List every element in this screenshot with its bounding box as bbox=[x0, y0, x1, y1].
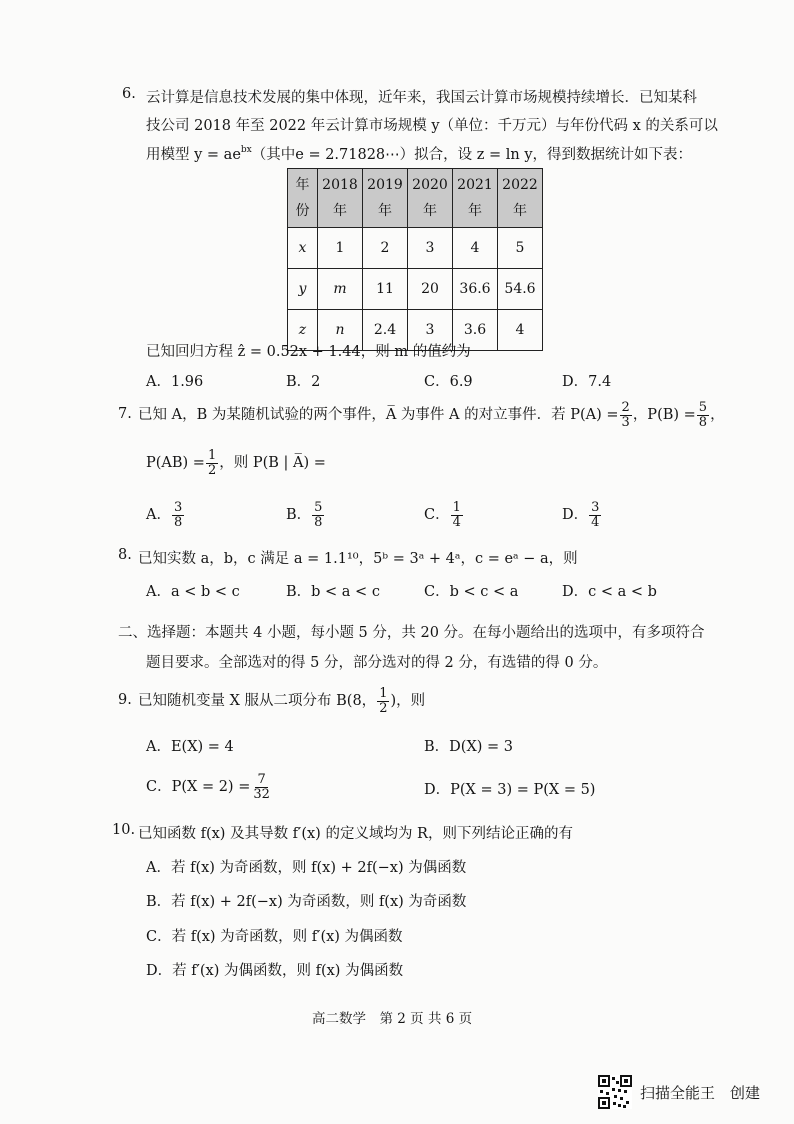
table-cell: n bbox=[318, 310, 363, 351]
table-header-cell: 2021年 bbox=[453, 169, 498, 228]
qr-code-icon bbox=[598, 1075, 632, 1109]
table-cell: x bbox=[288, 228, 318, 269]
data-table bbox=[287, 168, 543, 351]
question-text: 已知函数 f(x) 及其导数 f′(x) 的定义域均为 R，则下列结论正确的有 bbox=[138, 826, 573, 842]
option-a: A． $\frac{3}{8}$ bbox=[146, 499, 183, 530]
question-text: 云计算是信息技术发展的集中体现，近年来，我国云计算市场规模持续增长．已知某科 bbox=[146, 90, 697, 106]
table-cell: 2.4 bbox=[363, 310, 408, 351]
table-cell: m bbox=[318, 269, 363, 310]
table-row bbox=[288, 269, 543, 310]
fraction: $\frac{2}{3}$ bbox=[621, 399, 630, 430]
table-cell: 3 bbox=[408, 310, 453, 351]
table-cell: 20 bbox=[408, 269, 453, 310]
fraction: $\frac{1}{2}$ bbox=[379, 685, 388, 716]
question-text: 技公司 2018 年至 2022 年云计算市场规模 y（单位：千万元）与年份代码 x 的关系可以 bbox=[146, 118, 718, 134]
fraction: $\frac{1}{2}$ bbox=[207, 447, 217, 478]
table-cell: y bbox=[288, 269, 318, 310]
table-cell: z bbox=[288, 310, 318, 351]
table-cell: 2 bbox=[363, 228, 408, 269]
question-number: 7. bbox=[118, 406, 132, 422]
question-number: 9. bbox=[118, 692, 132, 708]
table-row bbox=[288, 228, 543, 269]
fraction: $\frac{7}{32}$ bbox=[253, 771, 270, 802]
option-c: C．b < c < a bbox=[424, 584, 519, 600]
option-b: B．b < a < c bbox=[286, 584, 380, 600]
question-number: 10. bbox=[112, 822, 136, 838]
table-header-cell: 年份 bbox=[288, 169, 318, 228]
table-cell: 3 bbox=[408, 228, 453, 269]
option-b: B． $\frac{5}{8}$ bbox=[286, 499, 323, 530]
scanner-watermark: 扫描全能王 创建 bbox=[640, 1084, 761, 1102]
option-c: C． $\frac{1}{4}$ bbox=[424, 499, 461, 530]
option-a: A．1.96 bbox=[146, 374, 204, 390]
table-header-row bbox=[288, 169, 543, 228]
table-cell: 36.6 bbox=[453, 269, 498, 310]
option-d: D．P(X = 3) = P(X = 5) bbox=[424, 782, 596, 798]
option-b: B．若 f(x) + 2f(−x) 为奇函数，则 f(x) 为奇函数 bbox=[146, 894, 467, 910]
table-cell: 4 bbox=[498, 310, 543, 351]
option-a: A．E(X) = 4 bbox=[146, 739, 234, 755]
table-header-cell: 2018年 bbox=[318, 169, 363, 228]
question-text: 已知 A，B 为某随机试验的两个事件，A̅ 为事件 A 的对立事件．若 P(A) = $\frac{2}{3}$ ，P(B) = $\frac{5}{8}$ ， bbox=[138, 399, 725, 430]
option-a: A．若 f(x) 为奇函数，则 f(x) + 2f(−x) 为偶函数 bbox=[146, 860, 467, 876]
table-header-cell: 2020年 bbox=[408, 169, 453, 228]
table-cell: 4 bbox=[453, 228, 498, 269]
question-text: 已知实数 a，b，c 满足 a = 1.1¹⁰，5ᵇ = 3ᵃ + 4ᵃ，c = eᵃ − a，则 bbox=[138, 551, 578, 567]
option-d: D．若 f′(x) 为偶函数，则 f(x) 为偶函数 bbox=[146, 963, 404, 979]
question-text: 已知随机变量 X 服从二项分布 B(8， $\frac{1}{2}$ )，则 bbox=[138, 685, 426, 716]
option-d: D．c < a < b bbox=[562, 584, 657, 600]
page-footer: 高二数学 第 2 页 共 6 页 bbox=[312, 1011, 473, 1027]
table-cell: 1 bbox=[318, 228, 363, 269]
table-header-cell: 2019年 bbox=[363, 169, 408, 228]
section-text: 题目要求。全部选对的得 5 分，部分选对的得 2 分，有选错的得 0 分。 bbox=[146, 655, 608, 671]
question-text: P(AB) = $\frac{1}{2}$ ，则 P(B | A̅) = bbox=[146, 447, 326, 478]
table-cell: 54.6 bbox=[498, 269, 543, 310]
option-c: C．P(X = 2) = $\frac{7}{32}$ bbox=[146, 771, 270, 802]
table-cell: 11 bbox=[363, 269, 408, 310]
option-c: C．6.9 bbox=[424, 374, 473, 390]
question-number: 8. bbox=[118, 547, 132, 563]
option-b: B．2 bbox=[286, 374, 321, 390]
option-a: A．a < b < c bbox=[146, 584, 240, 600]
option-b: B．D(X) = 3 bbox=[424, 739, 514, 755]
question-number: 6. bbox=[122, 86, 136, 102]
table-cell: 5 bbox=[498, 228, 543, 269]
fraction: $\frac{5}{8}$ bbox=[698, 399, 708, 430]
option-d: D．7.4 bbox=[562, 374, 612, 390]
option-c: C．若 f(x) 为奇函数，则 f′(x) 为偶函数 bbox=[146, 929, 403, 945]
question-text: 用模型 $y = ae^{bx}$（其中e = 2.71828⋯）拟合，设 z = ln y，得到数据统计如下表： bbox=[146, 145, 693, 163]
question-stem: 已知回归方程 ẑ = 0.52x + 1.44，则 m 的值约为 bbox=[146, 344, 471, 360]
table-cell: 3.6 bbox=[453, 310, 498, 351]
option-d: D． $\frac{3}{4}$ bbox=[562, 499, 600, 530]
table-header-cell: 2022年 bbox=[498, 169, 543, 228]
section-text: 二、选择题：本题共 4 小题，每小题 5 分，共 20 分。在每小题给出的选项中，有多项符合 bbox=[118, 625, 705, 641]
